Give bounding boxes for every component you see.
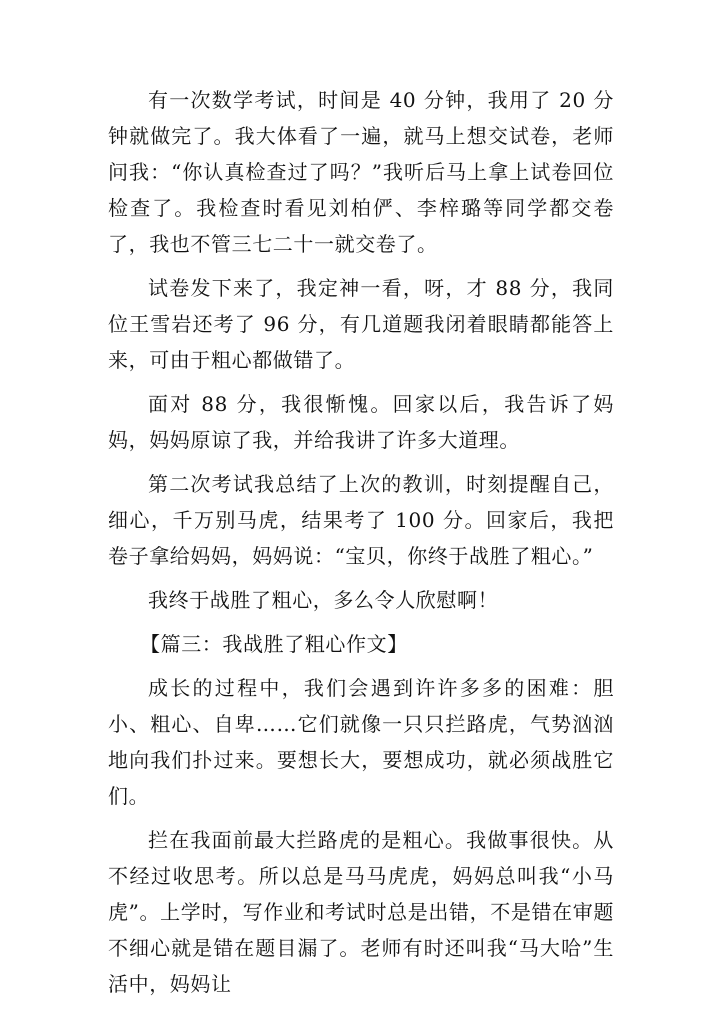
paragraph-3: 面对 88 分，我很惭愧。回家以后，我告诉了妈妈，妈妈原谅了我，并给我讲了许多大道理。 — [108, 392, 614, 452]
paragraph-7: 拦在我面前最大拦路虎的是粗心。我做事很快。从不经过收思考。所以总是马马虎虎，妈妈总叫我“小马虎”。上学时，写作业和考试时总是出错，不是错在审题不细心就是错在题目漏了。老师有时还叫我“马大哈”生活中，妈妈让 — [108, 828, 614, 996]
document-body — [108, 82, 614, 1010]
paragraph-5: 我终于战胜了粗心，多么令人欣慰啊！ — [148, 588, 499, 612]
paragraph-1: 有一次数学考试，时间是 40 分钟，我用了 20 分钟就做完了。我大体看了一遍，就马上想交试卷，老师问我：“你认真检查过了吗？”我听后马上拿上试卷回位检查了。我检查时看见刘柏俨、李梓璐等同学都交卷了，我也不管三七二十一就交卷了。 — [108, 88, 614, 256]
paragraph-4: 第二次考试我总结了上次的教训，时刻提醒自己，细心，千万别马虎，结果考了 100 分。回家后，我把卷子拿给妈妈，妈妈说：“宝贝，你终于战胜了粗心。” — [108, 472, 614, 568]
section-heading: 【篇三：我战胜了粗心作文】 — [140, 632, 408, 656]
paragraph-2: 试卷发下来了，我定神一看，呀，才 88 分，我同位王雪岩还考了 96 分，有几道题我闭着眼睛都能答上来，可由于粗心都做错了。 — [108, 276, 614, 372]
paragraph-6: 成长的过程中，我们会遇到许许多多的困难：胆小、粗心、自卑……它们就像一只只拦路虎，气势汹汹地向我们扑过来。要想长大，要想成功，就必须战胜它们。 — [108, 676, 614, 808]
